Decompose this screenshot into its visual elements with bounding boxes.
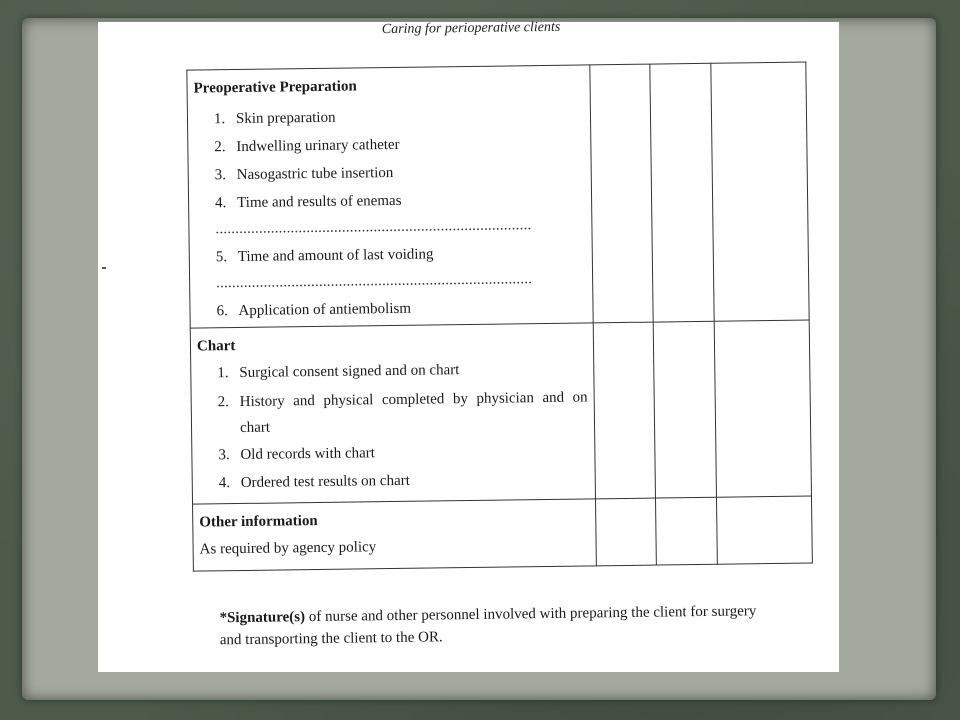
signature-cell — [650, 63, 714, 322]
list-item — [215, 188, 585, 213]
item-text: Skin preparation — [235, 109, 336, 128]
table-row-other — [193, 496, 813, 571]
preop-cell — [187, 65, 593, 328]
preop-list-continued — [196, 242, 586, 267]
dotted-line: ................................................................................ — [216, 271, 533, 292]
item-text: Indwelling urinary catheter — [236, 136, 400, 156]
signature-note-bold: *Signature(s) — [219, 609, 306, 627]
signature-note — [219, 600, 780, 651]
item-number: 5. — [215, 249, 228, 266]
preop-list — [194, 104, 585, 213]
list-item — [218, 384, 589, 441]
item-number: 3. — [218, 447, 230, 464]
item-number: 4. — [214, 195, 227, 212]
chart-cell — [190, 323, 595, 504]
list-item — [216, 242, 586, 267]
header-title: Caring for perioperative clients — [381, 19, 561, 38]
item-text: History and physical completed by physician and on chart — [239, 389, 588, 436]
list-item — [215, 160, 585, 185]
table-row-chart — [190, 320, 811, 504]
list-item — [218, 440, 588, 465]
item-number: 4. — [218, 475, 231, 492]
signature-cell — [590, 64, 654, 323]
signature-cell — [654, 321, 717, 498]
signature-cell — [595, 498, 656, 566]
item-text: Surgical consent signed and on chart — [239, 362, 460, 382]
dotted-line: ................................................................................ — [215, 217, 532, 238]
item-number: 1. — [213, 111, 226, 128]
chart-list — [197, 358, 589, 493]
list-item — [219, 468, 589, 493]
item-number: 3. — [214, 167, 227, 184]
list-item — [217, 358, 587, 383]
list-item — [214, 104, 584, 129]
other-text: As required by agency policy — [199, 539, 377, 558]
item-text: Time and amount of last voiding — [237, 246, 434, 266]
list-item — [214, 132, 584, 157]
scanned-document — [98, 19, 839, 672]
signature-cell — [716, 496, 812, 564]
item-number: 2. — [217, 394, 230, 411]
item-text: Nasogastric tube insertion — [236, 164, 394, 184]
item-number: 6. — [216, 303, 228, 320]
table-row-preop — [187, 62, 809, 328]
item-text: Application of antiembolism — [238, 300, 412, 320]
section-title-other: Other information — [199, 512, 318, 531]
preop-list-end — [196, 296, 586, 321]
document-content — [94, 17, 843, 677]
section-title-preop: Preoperative Preparation — [193, 78, 357, 97]
signature-cell — [714, 320, 811, 497]
item-number: 1. — [217, 365, 229, 382]
item-text: Old records with chart — [240, 445, 376, 463]
signature-cell — [593, 322, 656, 499]
signature-cell — [711, 62, 810, 321]
signature-cell — [656, 497, 717, 565]
list-item — [216, 296, 586, 321]
checklist-table — [186, 62, 813, 572]
item-text: Ordered test results on chart — [240, 472, 410, 491]
section-title-chart: Chart — [196, 338, 236, 355]
other-cell — [193, 499, 597, 571]
item-text: Time and results of enemas — [236, 192, 402, 212]
signature-note-text: of nurse and other personnel involved with preparing the client for surgery and transporting the client to the OR. — [219, 603, 757, 649]
item-number: 2. — [214, 139, 226, 156]
